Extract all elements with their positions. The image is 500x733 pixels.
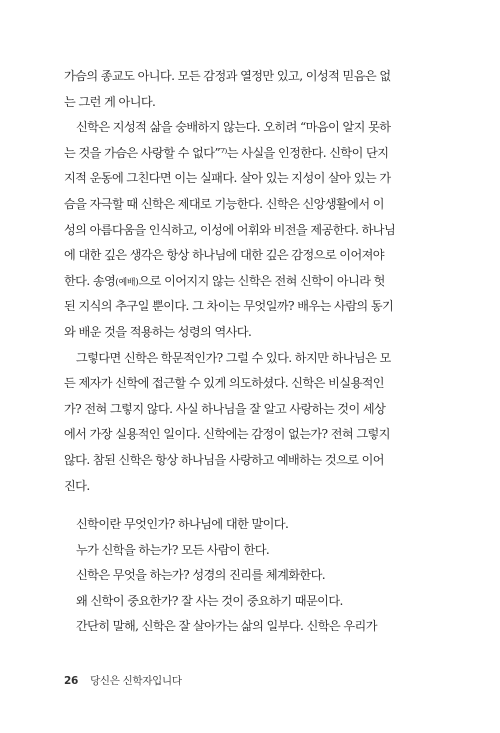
qa-line: 간단히 말해, 신학은 잘 살아가는 삶의 일부다. 신학은 우리가 [76, 619, 377, 634]
text-segment: 으로 이어지지 않는 신학은 전혀 신학이 아니라 헛 [138, 273, 385, 288]
text-line: 진다. [64, 478, 90, 493]
text-line: 와 배운 것을 적용하는 성령의 역사다. [64, 324, 252, 339]
qa-line: 신학이란 무엇인가? 하나님에 대한 말이다. [76, 517, 289, 531]
text-line: 신학은 지성적 삶을 숭배하지 않는다. 오히려 “마음이 알지 못하 [76, 120, 391, 135]
text-line: 에서 가장 실용적인 일이다. 신학에는 감정이 없는가? 전혀 그렇지 [64, 427, 390, 442]
text-line: 된 지식의 추구일 뿐이다. 그 차이는 무엇일까? 배우는 사람의 동기 [64, 299, 394, 314]
text-annotation: (예배) [115, 277, 139, 288]
main-text [64, 64, 442, 499]
text-line: 가슴의 종교도 아니다. 모든 감정과 열정만 있고, 이성적 믿음은 없 [64, 69, 391, 83]
qa-line: 누가 신학을 하는가? 모든 사람이 한다. [76, 542, 270, 557]
text-line: 는 것을 가슴은 사랑할 수 없다”⁷⁾는 사실을 인정한다. 신학이 단지 [64, 145, 389, 160]
book-title: 당신은 신학자입니다 [90, 675, 182, 687]
text-line: 는 그런 게 아니다. [64, 94, 156, 109]
text-segment: 한다. 송영 [64, 273, 116, 288]
text-line: 성의 아름다움을 인식하고, 이성에 어휘와 비전을 제공한다. 하나님 [64, 222, 396, 237]
text-line: 그렇다면 신학은 학문적인가? 그럴 수 있다. 하지만 하나님은 모 [76, 350, 391, 365]
page-number: 26 [64, 675, 79, 687]
text-line: 에 대한 깊은 생각은 항상 하나님에 대한 깊은 감정으로 이어져야 [64, 248, 384, 263]
text-line [64, 269, 442, 295]
text-line: 든 제자가 신학에 접근할 수 있게 의도하셨다. 신학은 비실용적인 [64, 376, 384, 391]
text-line: 않다. 참된 신학은 항상 하나님을 사랑하고 예배하는 것으로 이어 [64, 452, 384, 467]
text-line: 가? 전혀 그렇지 않다. 사실 하나님을 잘 알고 사랑하는 것이 세상 [64, 401, 386, 416]
page-footer [64, 673, 182, 688]
qa-line: 왜 신학이 중요한가? 잘 사는 것이 중요하기 때문이다. [76, 593, 343, 608]
qa-block [64, 512, 442, 640]
text-line: 지적 운동에 그친다면 이는 실패다. 살아 있는 지성이 살아 있는 가 [64, 171, 391, 186]
text-line: 슴을 자극할 때 신학은 제대로 기능한다. 신학은 신앙생활에서 이 [64, 196, 384, 211]
qa-line: 신학은 무엇을 하는가? 성경의 진리를 체계화한다. [76, 568, 326, 583]
